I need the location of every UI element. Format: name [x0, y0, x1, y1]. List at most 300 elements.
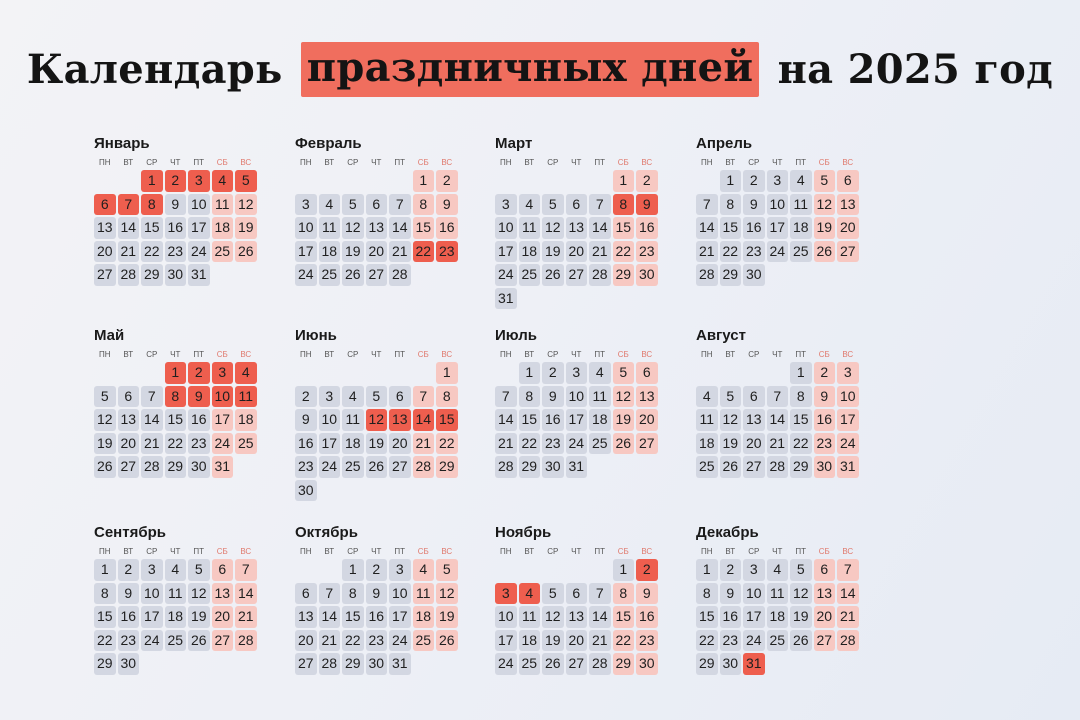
weekend-day: 28 — [235, 630, 257, 652]
work-day: 29 — [165, 456, 187, 478]
weekday-label: ПН — [299, 547, 312, 556]
work-day: 18 — [319, 241, 341, 263]
work-day: 18 — [696, 433, 718, 455]
work-day: 21 — [589, 241, 611, 263]
weekend-day: 7 — [235, 559, 257, 581]
work-day: 2 — [295, 386, 317, 408]
work-day: 16 — [188, 409, 210, 431]
work-day: 14 — [495, 409, 517, 431]
work-day: 16 — [542, 409, 564, 431]
work-day: 4 — [696, 386, 718, 408]
weekday-header — [295, 158, 465, 168]
work-day: 17 — [495, 241, 517, 263]
work-day: 26 — [94, 456, 116, 478]
weekend-day: 31 — [212, 456, 234, 478]
work-day: 4 — [342, 386, 364, 408]
days-grid — [94, 559, 264, 675]
month-name: Сентябрь — [94, 524, 166, 541]
weekend-day: 23 — [636, 241, 658, 263]
weekday-label: СР — [547, 158, 559, 167]
work-day: 9 — [295, 409, 317, 431]
work-day: 10 — [495, 606, 517, 628]
holiday-day: 2 — [636, 559, 658, 581]
empty-cell — [94, 170, 116, 192]
work-day: 14 — [389, 217, 411, 239]
weekend-day: 13 — [636, 386, 658, 408]
work-day: 16 — [743, 217, 765, 239]
weekday-label: СБ — [417, 158, 429, 167]
work-day: 28 — [589, 653, 611, 675]
weekend-day: 23 — [636, 630, 658, 652]
weekend-day: 26 — [436, 630, 458, 652]
weekend-day: 25 — [235, 433, 257, 455]
weekend-day: 16 — [436, 217, 458, 239]
work-day: 3 — [743, 559, 765, 581]
weekend-day: 29 — [436, 456, 458, 478]
weekend-day: 29 — [613, 264, 635, 286]
month-block — [495, 135, 665, 309]
holiday-day: 4 — [519, 583, 541, 605]
work-day: 20 — [743, 433, 765, 455]
work-day: 3 — [295, 194, 317, 216]
empty-cell — [542, 170, 564, 192]
weekend-day: 27 — [636, 433, 658, 455]
weekend-day: 18 — [235, 409, 257, 431]
weekend-day: 20 — [212, 606, 234, 628]
work-day: 22 — [790, 433, 812, 455]
work-day: 5 — [94, 386, 116, 408]
work-day: 10 — [566, 386, 588, 408]
weekday-label: ПТ — [594, 350, 606, 359]
work-day: 7 — [495, 386, 517, 408]
empty-cell — [295, 559, 317, 581]
work-day: 18 — [790, 217, 812, 239]
empty-cell — [94, 362, 116, 384]
month-name: Декабрь — [696, 524, 759, 541]
work-day: 20 — [389, 433, 411, 455]
weekend-day: 27 — [814, 630, 836, 652]
weekday-label: ВТ — [725, 547, 736, 556]
weekday-label: ПТ — [193, 350, 205, 359]
work-day: 1 — [613, 559, 635, 581]
weekend-day: 17 — [212, 409, 234, 431]
weekday-label: ЧТ — [170, 350, 181, 359]
weekday-label: ЧТ — [571, 350, 582, 359]
work-day: 9 — [542, 386, 564, 408]
work-day: 1 — [696, 559, 718, 581]
work-day: 23 — [118, 630, 140, 652]
work-day: 15 — [790, 409, 812, 431]
weekday-label: ВС — [240, 158, 252, 167]
weekday-header — [94, 547, 264, 557]
weekend-day: 2 — [436, 170, 458, 192]
work-day: 27 — [566, 264, 588, 286]
work-day: 25 — [790, 241, 812, 263]
month-block — [295, 524, 465, 675]
work-day: 5 — [542, 194, 564, 216]
work-day: 25 — [319, 264, 341, 286]
month-block — [495, 327, 665, 478]
month-name: Июль — [495, 327, 537, 344]
work-day: 10 — [743, 583, 765, 605]
holiday-day: 9 — [636, 194, 658, 216]
work-day: 10 — [188, 194, 210, 216]
holiday-day: 4 — [212, 170, 234, 192]
work-day: 28 — [389, 264, 411, 286]
work-day: 1 — [94, 559, 116, 581]
weekend-day: 15 — [613, 606, 635, 628]
work-day: 30 — [295, 480, 317, 502]
work-day: 13 — [743, 409, 765, 431]
weekday-label: ПТ — [795, 350, 807, 359]
work-day: 22 — [141, 241, 163, 263]
empty-cell — [495, 362, 517, 384]
weekday-label: ПН — [98, 547, 111, 556]
work-day: 18 — [767, 606, 789, 628]
work-day: 24 — [767, 241, 789, 263]
empty-cell — [319, 170, 341, 192]
work-day: 14 — [319, 606, 341, 628]
weekday-label: ПН — [98, 158, 111, 167]
month-name: Апрель — [696, 135, 753, 152]
weekend-day: 8 — [413, 194, 435, 216]
weekday-label: ВТ — [324, 350, 335, 359]
weekday-label: ПН — [499, 547, 512, 556]
weekday-label: ВТ — [524, 158, 535, 167]
work-day: 24 — [319, 456, 341, 478]
work-day: 31 — [389, 653, 411, 675]
weekday-label: ЧТ — [571, 158, 582, 167]
empty-cell — [342, 362, 364, 384]
weekend-day: 5 — [814, 170, 836, 192]
weekend-day: 8 — [436, 386, 458, 408]
holiday-day: 14 — [413, 409, 435, 431]
weekend-day: 21 — [837, 606, 859, 628]
work-day: 3 — [767, 170, 789, 192]
work-day: 28 — [696, 264, 718, 286]
weekday-label: ПТ — [594, 547, 606, 556]
weekday-label: СР — [146, 547, 158, 556]
work-day: 26 — [366, 456, 388, 478]
empty-cell — [720, 362, 742, 384]
work-day: 6 — [118, 386, 140, 408]
weekday-label: ПТ — [394, 158, 406, 167]
work-day: 23 — [720, 630, 742, 652]
work-day: 5 — [790, 559, 812, 581]
weekday-label: СБ — [417, 547, 429, 556]
weekend-day: 24 — [837, 433, 859, 455]
weekday-label: СР — [347, 158, 359, 167]
empty-cell — [342, 170, 364, 192]
weekend-day: 26 — [235, 241, 257, 263]
weekend-day: 9 — [436, 194, 458, 216]
work-day: 5 — [366, 386, 388, 408]
weekend-day: 30 — [636, 264, 658, 286]
days-grid — [94, 362, 264, 478]
work-day: 30 — [188, 456, 210, 478]
holiday-day: 9 — [188, 386, 210, 408]
days-grid — [495, 170, 665, 309]
weekend-day: 5 — [613, 362, 635, 384]
work-day: 10 — [295, 217, 317, 239]
work-day: 12 — [342, 217, 364, 239]
weekday-label: ПН — [499, 158, 512, 167]
weekend-day: 1 — [613, 170, 635, 192]
weekday-label: ВТ — [524, 350, 535, 359]
work-day: 31 — [188, 264, 210, 286]
weekday-label: СР — [547, 547, 559, 556]
month-name: Ноябрь — [495, 524, 552, 541]
work-day: 2 — [542, 362, 564, 384]
weekend-day: 8 — [613, 583, 635, 605]
weekday-label: СБ — [216, 350, 228, 359]
weekend-day: 31 — [837, 456, 859, 478]
holiday-day: 3 — [188, 170, 210, 192]
work-day: 6 — [366, 194, 388, 216]
work-day: 30 — [165, 264, 187, 286]
work-day: 30 — [542, 456, 564, 478]
weekend-day: 12 — [235, 194, 257, 216]
weekend-day: 14 — [837, 583, 859, 605]
weekend-day: 6 — [814, 559, 836, 581]
weekday-label: ЧТ — [772, 547, 783, 556]
weekday-label: ПТ — [795, 158, 807, 167]
empty-cell — [366, 362, 388, 384]
work-day: 5 — [720, 386, 742, 408]
work-day: 10 — [389, 583, 411, 605]
empty-cell — [542, 559, 564, 581]
work-day: 8 — [720, 194, 742, 216]
empty-cell — [566, 559, 588, 581]
holiday-day: 12 — [366, 409, 388, 431]
work-day: 11 — [589, 386, 611, 408]
work-day: 26 — [542, 653, 564, 675]
work-day: 22 — [720, 241, 742, 263]
work-day: 11 — [342, 409, 364, 431]
weekday-label: ПН — [299, 158, 312, 167]
work-day: 19 — [720, 433, 742, 455]
empty-cell — [319, 362, 341, 384]
work-day: 19 — [188, 606, 210, 628]
weekend-day: 28 — [837, 630, 859, 652]
weekday-label: СР — [347, 547, 359, 556]
work-day: 8 — [790, 386, 812, 408]
weekend-day: 22 — [613, 241, 635, 263]
work-day: 13 — [295, 606, 317, 628]
work-day: 9 — [366, 583, 388, 605]
month-block — [94, 135, 264, 286]
weekday-label: СР — [748, 350, 760, 359]
month-block — [696, 135, 866, 286]
holiday-day: 8 — [613, 194, 635, 216]
weekday-label: ПТ — [594, 158, 606, 167]
work-day: 16 — [366, 606, 388, 628]
work-day: 19 — [790, 606, 812, 628]
weekend-day: 26 — [613, 433, 635, 455]
work-day: 8 — [696, 583, 718, 605]
empty-cell — [589, 559, 611, 581]
weekend-day: 3 — [837, 362, 859, 384]
empty-cell — [743, 362, 765, 384]
work-day: 30 — [720, 653, 742, 675]
work-day: 2 — [743, 170, 765, 192]
holiday-day: 11 — [235, 386, 257, 408]
work-day: 17 — [495, 630, 517, 652]
work-day: 7 — [319, 583, 341, 605]
work-day: 17 — [389, 606, 411, 628]
work-day: 12 — [188, 583, 210, 605]
weekend-day: 13 — [212, 583, 234, 605]
weekday-label: СБ — [216, 158, 228, 167]
work-day: 9 — [118, 583, 140, 605]
weekday-label: ЧТ — [772, 350, 783, 359]
holiday-day: 10 — [212, 386, 234, 408]
weekend-day: 22 — [613, 630, 635, 652]
work-day: 14 — [141, 409, 163, 431]
weekend-day: 23 — [814, 433, 836, 455]
empty-cell — [696, 362, 718, 384]
weekday-label: ВТ — [324, 158, 335, 167]
work-day: 1 — [519, 362, 541, 384]
weekend-day: 11 — [413, 583, 435, 605]
weekend-day: 27 — [212, 630, 234, 652]
weekday-label: СБ — [216, 547, 228, 556]
weekday-label: ПТ — [394, 547, 406, 556]
weekday-label: ВС — [240, 350, 252, 359]
holiday-day: 3 — [495, 583, 517, 605]
weekend-day: 13 — [814, 583, 836, 605]
work-day: 29 — [696, 653, 718, 675]
work-day: 28 — [767, 456, 789, 478]
weekend-day: 24 — [212, 433, 234, 455]
weekend-day: 1 — [413, 170, 435, 192]
work-day: 26 — [542, 264, 564, 286]
weekday-label: ВС — [240, 547, 252, 556]
work-day: 23 — [542, 433, 564, 455]
weekend-day: 6 — [837, 170, 859, 192]
weekday-label: ВТ — [123, 350, 134, 359]
weekday-label: ВС — [641, 158, 653, 167]
weekday-label: ПН — [299, 350, 312, 359]
month-block — [94, 524, 264, 675]
month-name: Май — [94, 327, 125, 344]
weekday-label: ВС — [842, 547, 854, 556]
holiday-day: 6 — [94, 194, 116, 216]
work-day: 12 — [542, 606, 564, 628]
weekend-day: 20 — [636, 409, 658, 431]
work-day: 12 — [94, 409, 116, 431]
work-day: 11 — [165, 583, 187, 605]
work-day: 18 — [589, 409, 611, 431]
empty-cell — [413, 362, 435, 384]
work-day: 15 — [696, 606, 718, 628]
work-day: 29 — [141, 264, 163, 286]
work-day: 20 — [366, 241, 388, 263]
work-day: 27 — [94, 264, 116, 286]
weekend-day: 9 — [636, 583, 658, 605]
work-day: 3 — [566, 362, 588, 384]
work-day: 28 — [589, 264, 611, 286]
work-day: 24 — [495, 653, 517, 675]
weekend-day: 21 — [235, 606, 257, 628]
weekend-day: 16 — [814, 409, 836, 431]
weekend-day: 10 — [837, 386, 859, 408]
work-day: 27 — [118, 456, 140, 478]
work-day: 25 — [165, 630, 187, 652]
work-day: 7 — [141, 386, 163, 408]
weekend-day: 7 — [413, 386, 435, 408]
weekend-day: 21 — [413, 433, 435, 455]
work-day: 7 — [589, 583, 611, 605]
weekday-label: ЧТ — [371, 158, 382, 167]
title-before: Календарь — [26, 46, 283, 93]
work-day: 21 — [767, 433, 789, 455]
empty-cell — [519, 559, 541, 581]
weekend-day: 1 — [436, 362, 458, 384]
work-day: 23 — [366, 630, 388, 652]
weekday-label: ЧТ — [371, 547, 382, 556]
work-day: 11 — [696, 409, 718, 431]
holiday-day: 31 — [743, 653, 765, 675]
work-day: 9 — [743, 194, 765, 216]
weekday-label: СР — [547, 350, 559, 359]
work-day: 15 — [141, 217, 163, 239]
work-day: 11 — [519, 217, 541, 239]
work-day: 4 — [589, 362, 611, 384]
work-day: 1 — [720, 170, 742, 192]
weekend-day: 6 — [636, 362, 658, 384]
weekend-day: 15 — [613, 217, 635, 239]
holiday-day: 8 — [141, 194, 163, 216]
weekend-day: 2 — [814, 362, 836, 384]
days-grid — [94, 170, 264, 286]
work-day: 4 — [319, 194, 341, 216]
work-day: 16 — [165, 217, 187, 239]
weekend-day: 19 — [613, 409, 635, 431]
work-day: 22 — [519, 433, 541, 455]
holiday-day: 4 — [235, 362, 257, 384]
work-day: 1 — [790, 362, 812, 384]
work-day: 31 — [495, 288, 517, 310]
work-day: 24 — [188, 241, 210, 263]
work-day: 25 — [519, 264, 541, 286]
work-day: 6 — [566, 194, 588, 216]
weekday-label: СР — [748, 547, 760, 556]
weekend-day: 25 — [212, 241, 234, 263]
work-day: 28 — [141, 456, 163, 478]
work-day: 17 — [319, 433, 341, 455]
weekday-label: СБ — [617, 158, 629, 167]
days-grid — [495, 559, 665, 675]
weekend-day: 19 — [235, 217, 257, 239]
weekend-day: 9 — [814, 386, 836, 408]
weekend-day: 25 — [413, 630, 435, 652]
work-day: 10 — [141, 583, 163, 605]
holiday-day: 7 — [118, 194, 140, 216]
page-title — [0, 42, 1080, 97]
holiday-day: 2 — [165, 170, 187, 192]
month-block — [295, 135, 465, 286]
work-day: 25 — [342, 456, 364, 478]
empty-cell — [767, 362, 789, 384]
weekday-label: СБ — [818, 158, 830, 167]
weekend-day: 12 — [613, 386, 635, 408]
weekend-day: 16 — [636, 606, 658, 628]
weekday-label: ПН — [499, 350, 512, 359]
work-day: 23 — [295, 456, 317, 478]
weekday-header — [696, 158, 866, 168]
weekend-day: 30 — [636, 653, 658, 675]
